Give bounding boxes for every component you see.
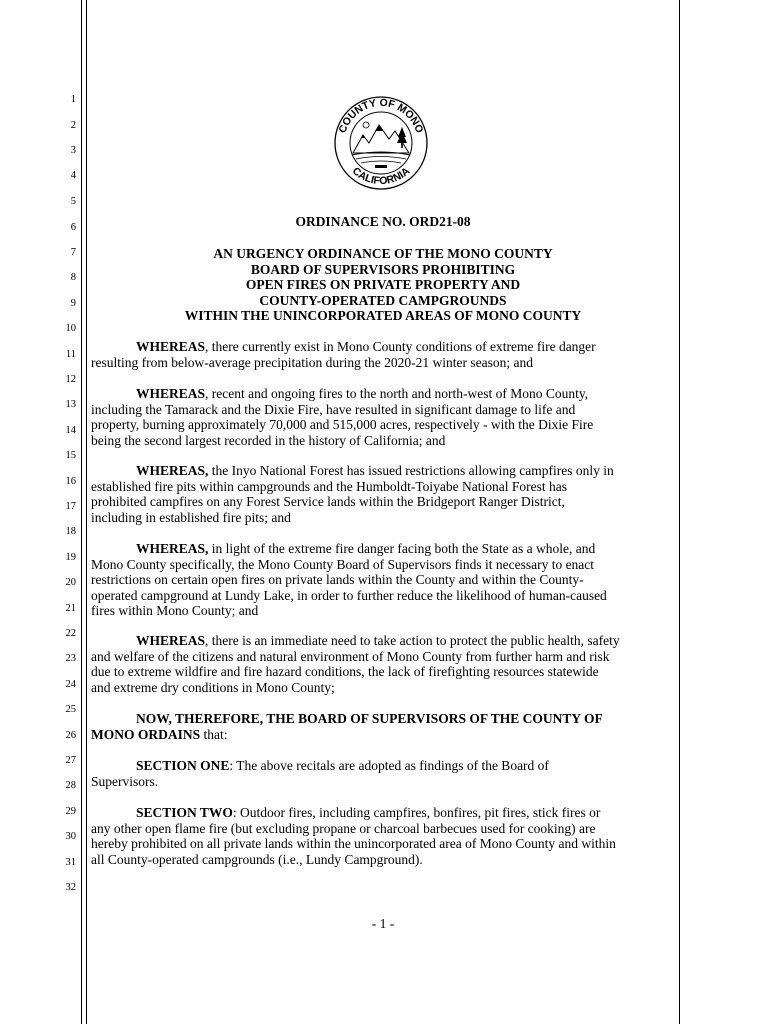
enacting-clause: [91, 711, 681, 742]
line-number: 18: [65, 526, 76, 537]
line-number: 5: [70, 196, 76, 207]
line-number: 26: [65, 730, 76, 741]
line-number: 16: [65, 476, 76, 487]
recital-text: and extreme dry conditions in Mono County;: [91, 679, 335, 695]
section-text: Supervisors.: [91, 773, 159, 789]
line-number: 21: [65, 603, 76, 614]
left-margin-rule-outer: [81, 0, 82, 1024]
line-number: 17: [65, 501, 76, 512]
recital-lead: WHEREAS,: [136, 463, 209, 478]
recital-text: resulting from below-average precipitation during the 2020-21 winter season; and: [91, 354, 533, 370]
section-text: hereby prohibited on all private lands within the unincorporated area of Mono County and within: [91, 836, 616, 851]
seal-emblem: [352, 122, 410, 168]
enacting-clause-line: NOW, THEREFORE, THE BOARD OF SUPERVISORS OF THE COUNTY OF: [136, 711, 603, 726]
recital-paragraph: [91, 633, 681, 695]
left-margin-rule-inner: [86, 0, 87, 1024]
enacting-clause-rest: that:: [200, 726, 228, 742]
line-number: 31: [65, 857, 76, 868]
line-number: 15: [65, 450, 76, 461]
recital-lead: WHEREAS,: [136, 541, 209, 556]
line-number: 19: [65, 552, 76, 563]
line-number: 10: [65, 323, 76, 334]
recital-text: including in established fire pits; and: [91, 509, 291, 525]
line-number: 14: [65, 425, 76, 436]
ordinance-number: ORDINANCE NO. ORD21-08: [295, 214, 471, 229]
section-two-heading: SECTION TWO: [136, 805, 233, 820]
line-number: 30: [65, 831, 76, 842]
recital-text: , there currently exist in Mono County conditions of extreme fire danger: [205, 339, 596, 354]
recital-text: operated campground at Lundy Lake, in order to further reduce the likelihood of human-caused: [91, 587, 607, 603]
recital-text: restrictions on certain open fires on private lands within the County and within the County-: [91, 572, 584, 587]
recital-text: , there is an immediate need to take action to protect the public health, safety: [205, 633, 620, 648]
line-number: 28: [65, 780, 76, 791]
recital-lead: WHEREAS: [136, 633, 206, 648]
title-line: OPEN FIRES ON PRIVATE PROPERTY AND: [245, 277, 521, 292]
recital-text: prohibited campfires on any Forest Service lands within the Bridgeport Ranger District,: [91, 494, 565, 509]
recital-text: due to extreme wildfire and fire hazard conditions, the lack of firefighting resources statewide: [91, 664, 599, 679]
recital-paragraph: [91, 386, 681, 448]
line-number: 13: [65, 399, 76, 410]
title-line: BOARD OF SUPERVISORS PROHIBITING: [250, 261, 516, 277]
recital-text: property, burning approximately 70,000 and 515,000 acres, respectively - with the Dixie Fire: [91, 417, 594, 432]
line-number: 20: [65, 577, 76, 588]
title-line: WITHIN THE UNINCORPORATED AREAS OF MONO COUNTY: [184, 308, 582, 323]
line-number: 11: [65, 349, 76, 360]
county-seal: [331, 95, 431, 191]
recital-text: Mono County specifically, the Mono County Board of Supervisors finds it necessary to enact: [91, 556, 595, 572]
section-text: all County-operated campgrounds (i.e., Lundy Campground).: [91, 851, 423, 867]
line-number: 29: [65, 806, 76, 817]
title-line: COUNTY-OPERATED CAMPGROUNDS: [259, 292, 507, 308]
section-text: any other open flame fire (but excluding propane or charcoal barbecues used for cooking) are: [91, 820, 596, 836]
section-text: : The above recitals are adopted as findings of the Board of: [229, 758, 549, 773]
line-number: 27: [65, 755, 76, 766]
enacting-clause-bold: MONO ORDAINS: [91, 726, 201, 742]
section-one-heading: SECTION ONE: [136, 758, 230, 773]
recital-lead: WHEREAS: [136, 386, 206, 401]
line-number: 6: [70, 222, 76, 233]
title-line: AN URGENCY ORDINANCE OF THE MONO COUNTY: [213, 246, 553, 261]
section-text: : Outdoor fires, including campfires, bonfires, pit fires, stick fires or: [232, 805, 601, 820]
seal-bottom-text: CALIFORNIA: [349, 165, 413, 188]
recital-text: , recent and ongoing fires to the north and north-west of Mono County,: [205, 386, 589, 401]
line-number: 2: [70, 120, 76, 131]
line-number: 8: [70, 272, 76, 283]
section-two: [91, 805, 681, 867]
recital-lead: WHEREAS: [136, 339, 206, 354]
line-number: 12: [65, 374, 76, 385]
recital-text: and welfare of the citizens and natural environment of Mono County from further harm and risk: [91, 648, 610, 664]
recital-text: the Inyo National Forest has issued restrictions allowing campfires only in: [208, 463, 614, 478]
recital-paragraph: [91, 339, 681, 370]
line-number: 32: [65, 882, 76, 893]
line-number: 24: [65, 679, 76, 690]
page-number: - 1 -: [371, 916, 395, 931]
line-number: 3: [70, 145, 76, 156]
line-number: 7: [70, 247, 76, 258]
section-one: [91, 758, 681, 789]
recital-text: established fire pits within campgrounds and the Humboldt-Toiyabe National Forest has: [91, 478, 567, 494]
recital-paragraph: [91, 463, 681, 525]
recital-paragraph: [91, 541, 681, 619]
line-number: 23: [65, 653, 76, 664]
recital-text: in light of the extreme fire danger facing both the State as a whole, and: [208, 541, 596, 556]
seal-top-text: COUNTY OF MONO: [336, 96, 426, 135]
line-number: 9: [70, 298, 76, 309]
line-number: 25: [65, 704, 76, 715]
line-number: 1: [70, 94, 76, 105]
recital-text: fires within Mono County; and: [91, 603, 259, 618]
recital-text: being the second largest recorded in the history of California; and: [91, 432, 446, 448]
line-number: 4: [70, 170, 76, 181]
line-number: 22: [65, 628, 76, 639]
recital-text: including the Tamarack and the Dixie Fire, have resulted in significant damage to life and: [91, 401, 576, 417]
